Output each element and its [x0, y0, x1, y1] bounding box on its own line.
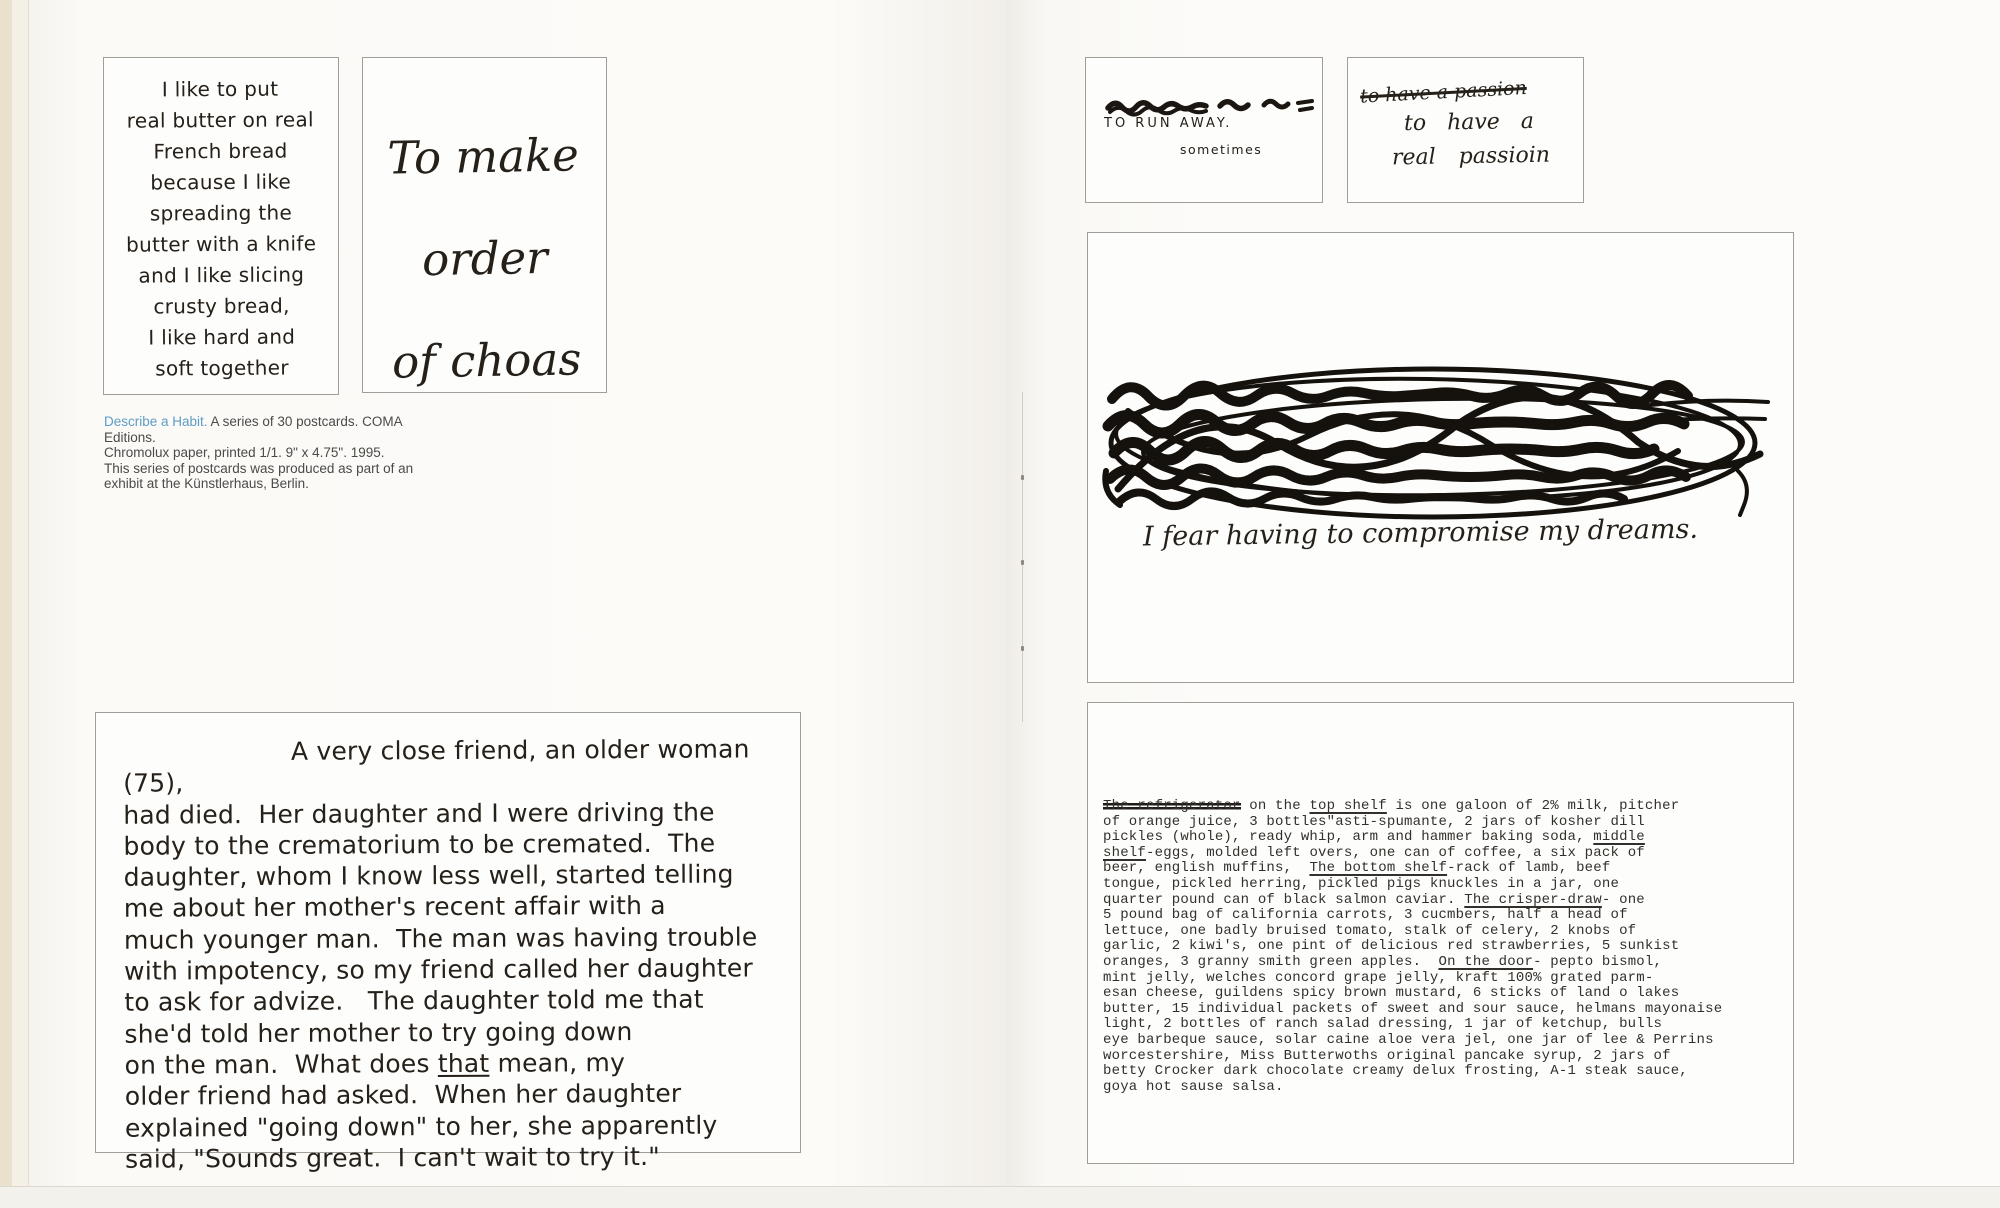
passion-struck-text: to have a passion	[1359, 76, 1528, 108]
run-away-text: TO RUN AWAY.	[1104, 116, 1233, 131]
caption-title: Describe a Habit.	[104, 414, 208, 429]
postcard-butter-text: I like to put real butter on real French bread because I like spreading the butter with a knife and I like slicing crusty bread, I like hard and soft together	[125, 76, 317, 381]
book-edge-strip-inner	[12, 0, 29, 1186]
gutter-binding-mark	[1021, 646, 1024, 651]
postcard-refrigerator-list	[1087, 702, 1794, 1164]
dreams-caption-text: I fear having to compromise my dreams.	[1142, 513, 1699, 553]
sometimes-text: sometimes	[1180, 142, 1263, 157]
book-bottom-edge	[0, 1186, 2000, 1208]
postcard-compromise-dreams	[1087, 232, 1794, 683]
caption-line3: This series of postcards was produced as part of an	[104, 460, 414, 476]
postcard-story-text: A very close friend, an older woman (75), had died. Her daughter and I were driving the body to the crematorium to be cremated. The daughter, whom I know less well, started telling me about her mother's recent affair with a much younger man. The man was having trouble with impotency, so my friend called her daughter to ask for advize. The daughter told me that she'd told her mother to try going down on the man. What does that mean, my older friend had asked. When her daughter explained "going down" to her, she apparently said, "Sounds great. I can't wait to try it."	[123, 734, 758, 1174]
caption-describe-a-habit	[104, 414, 444, 492]
caption-line1-rest: A series of 30 postcards. COMA Editions.	[104, 414, 406, 445]
scribble-drawing-icon	[1098, 351, 1778, 531]
postcard-butter-habit	[103, 57, 339, 395]
passion-line1: to have a	[1403, 108, 1535, 137]
postcard-real-passion	[1347, 57, 1584, 203]
passion-line2: real passioin	[1391, 142, 1551, 171]
postcard-story	[95, 712, 801, 1174]
caption-line2: Chromolux paper, printed 1/1. 9" x 4.75". 1995.	[104, 445, 385, 460]
postcard-order-of-choas	[362, 57, 607, 393]
book-edge-strip	[0, 0, 12, 1186]
gutter-binding-mark	[1021, 475, 1024, 480]
postcard-run-away	[1085, 57, 1323, 203]
caption-line4: exhibit at the Künstlerhaus, Berlin.	[104, 476, 309, 491]
refrigerator-list-text: The refrigerator on the top shelf is one galoon of 2% milk, pitcher of orange juice, 3 bottles"asti-spumante, 2 jars of kosher dill pickles (whole), ready whip, arm and hammer baking soda, middle shelf-eggs, molded left overs, one can of coffee, a six pack of beer, english muffins, The bottom shelf-rack of lamb, beef tongue, pickled herring, pickled pigs knuckles in a jar, one quarter pound can of black salmon caviar. The crisper-draw- one 5 pound bag of california carrots, 3 cucmbers, half a head of lettuce, one badly bruised tomato, stalk of celery, 2 knobs of garlic, 2 kiwi's, one pint of delicious red strawberries, 5 sunkist oranges, 3 granny smith green apples. On the door- pepto bismol, mint jelly, welches concord grape jelly, kraft 100% grated parm- esan cheese, guildens spicy brown mustard, 6 sticks of land o lakes butter, 15 individual packets of sweet and sour sauce, helmans mayonaise light, 2 bottles of ranch salad dressing, 1 jar of ketchup, bulls eye barbeque sauce, solar caine aloe vera jel, one jar of lee & Perrins worcestershire, Miss Butterwoths original pancake syrup, 2 jars of betty Crocker dark chocolate creamy delux frosting, A-1 steak sauce, goya hot sause salsa.	[1103, 798, 1723, 1095]
postcard-chaos-text: To make order of choas	[387, 128, 582, 389]
gutter-binding-mark	[1021, 560, 1024, 565]
page-gutter-line	[1022, 392, 1023, 722]
